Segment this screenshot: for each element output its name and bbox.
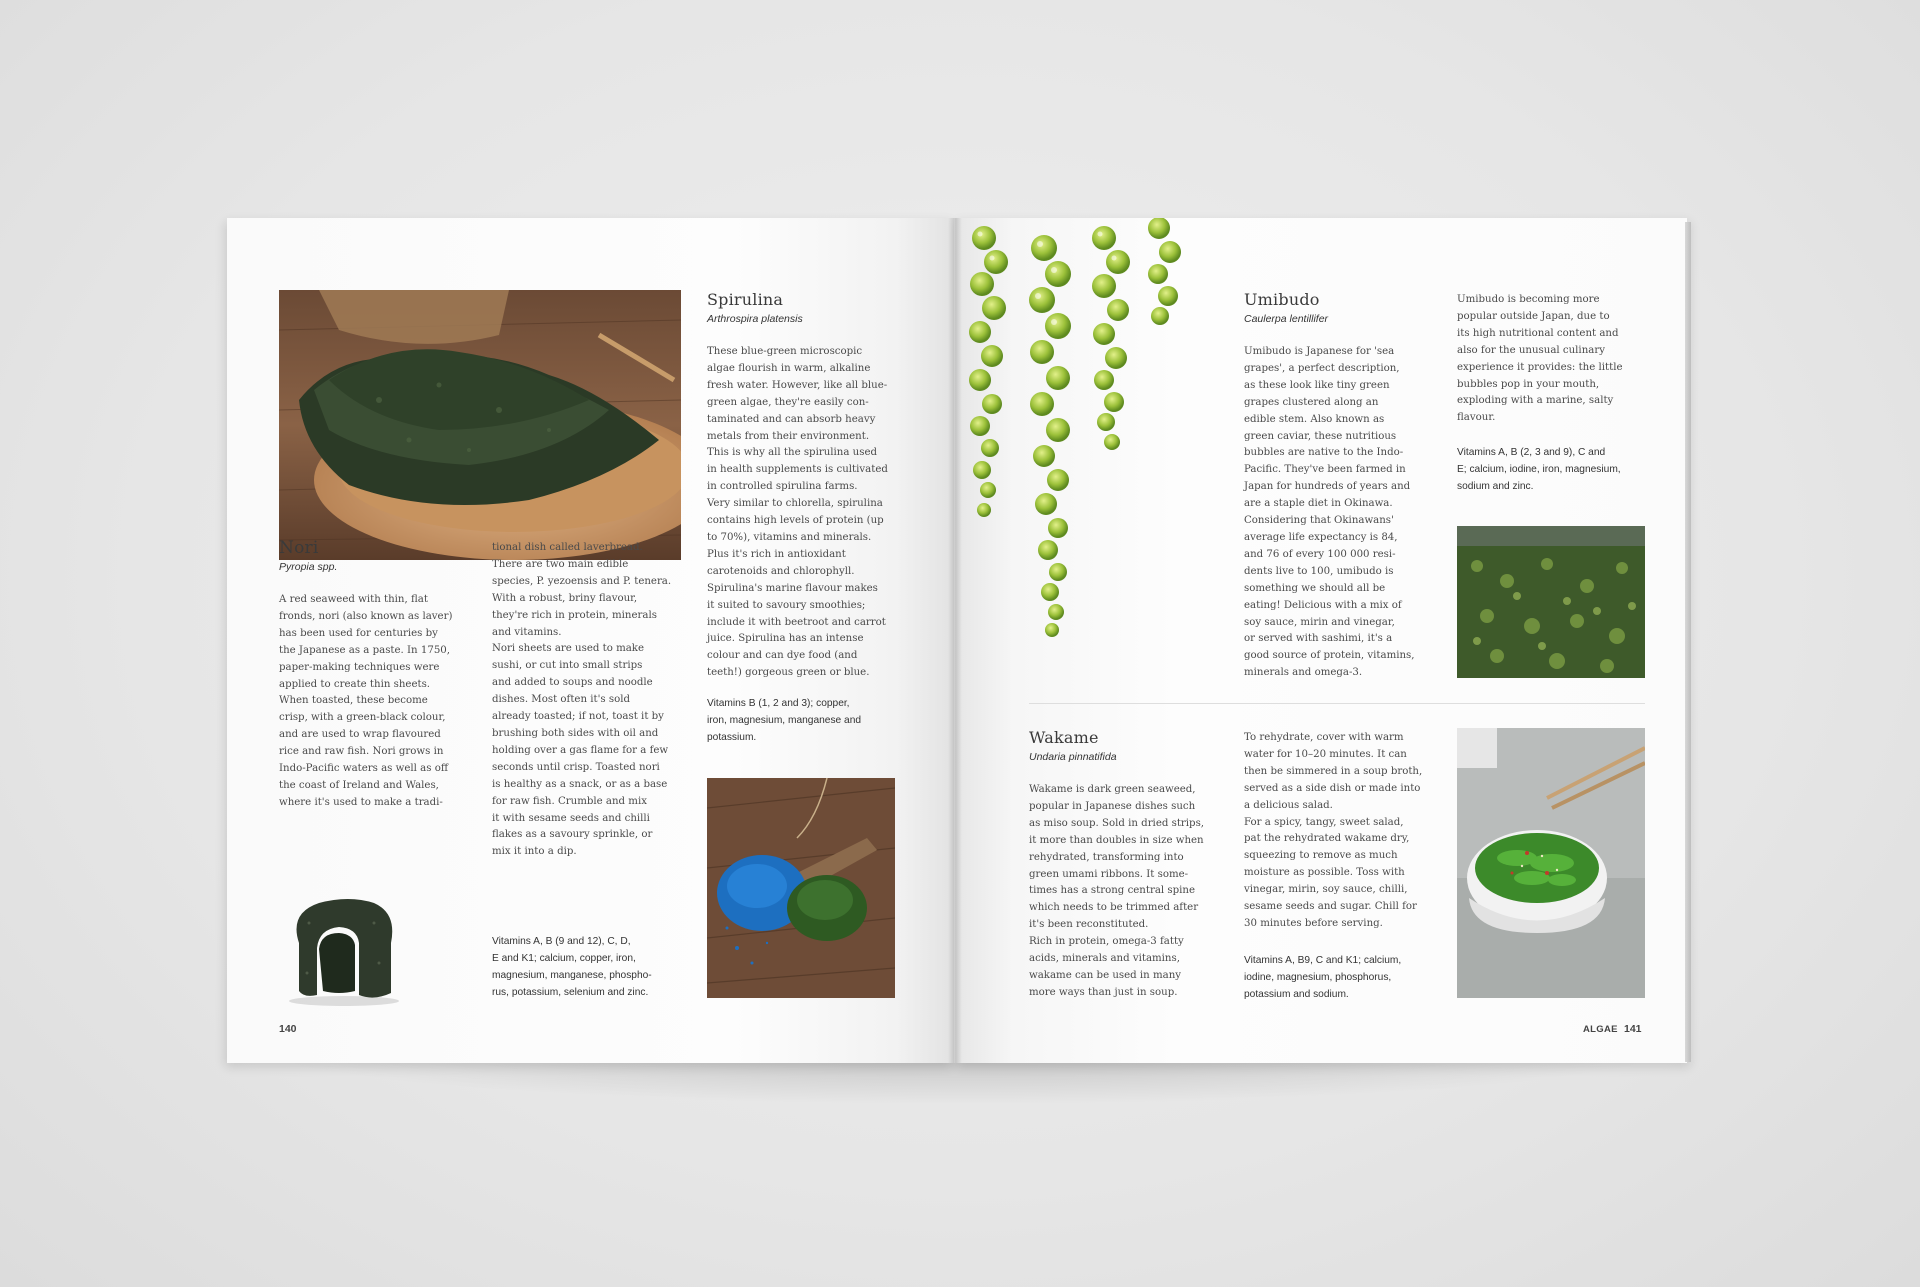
nori-latin: Pyropia spp. [279,561,338,573]
wakame-body-column-2: To rehydrate, cover with warm water for 10–20 minutes. It can then be simmered in a soup broth, served as a side dish or made into a delicious salad. For a spicy, tangy, sweet salad, pat the rehydrated wakame dry, squeezing to remove as much moisture as possible. Toss with vinegar, mirin, soy sauce, chilli, sesame seeds and sugar. Chill for 30 minutes before serving. [1244,732,1423,929]
right-page [954,218,1687,1063]
spirulina-latin: Arthrospira platensis [707,313,803,325]
nori-vitamins: Vitamins A, B (9 and 12), C, D, E and K1; calcium, copper, iron, magnesium, manganese, phospho- rus, potassium, selenium and zinc. [492,936,652,998]
spirulina-title: Spirulina [707,290,784,309]
nori-curl-photo [279,883,419,1008]
umibudo-vitamins: Vitamins A, B (2, 3 and 9), C and E; calcium, iodine, iron, magnesium, sodium and zinc. [1457,447,1621,492]
umibudo-latin: Caulerpa lentillifer [1244,313,1329,325]
nori-plate-photo [279,290,681,560]
page-block-edge [1685,222,1691,1062]
spirulina-powder-photo [707,778,895,998]
wakame-title: Wakame [1029,728,1099,747]
wakame-body-column-1: Wakame is dark green seaweed, popular in Japanese dishes such as miso soup. Sold in dried strips, it more than doubles in size when rehydrated, transforming into green umami ribbons. It some- times has a strong central spine which needs to be trimmed after it's been reconstituted. Rich in protein, omega-3 fatty acids, minerals and vitamins, wakame can be used in many more ways than just in soup. [1029,784,1205,998]
page-number-left: 140 [279,1023,297,1035]
book-spine-gutter [948,218,962,1063]
nori-title: Nori [279,538,319,558]
wakame-vitamins: Vitamins A, B9, C and K1; calcium, iodine, magnesium, phosphorus, potassium and sodium. [1244,955,1402,1000]
wakame-latin: Undaria pinnatifida [1029,751,1117,763]
umibudo-title: Umibudo [1244,290,1320,309]
spirulina-vitamins: Vitamins B (1, 2 and 3); copper, iron, magnesium, manganese and potassium. [707,698,862,743]
section-divider [1029,703,1645,704]
page-number-right: 141 [1624,1023,1642,1035]
sea-grapes-photo [954,218,1199,678]
nori-body-column-1: A red seaweed with thin, flat fronds, nori (also known as laver) has been used for centuries by the Japanese as a paste. In 1750, paper-making techniques were applied to create thin sheets. When toasted, these become crisp, with a green-black colour, and are used to wrap flavoured rice and raw fish. Nori grows in Indo-Pacific waters as well as off the coast of Ireland and Wales, where it's used to make a tradi- [279,594,453,808]
section-label: ALGAE [1583,1024,1618,1035]
nori-body-column-2: tional dish called laverbread. There are two main edible species, P. yezoensis and P. tenera. With a robust, briny flavour, they're rich in protein, minerals and vitamins. Nori sheets are used to make sushi, or cut into small strips and added to soups and noodle dishes. Most often it's sold already toasted; if not, toast it by brushing both sides with oil and holding over a gas flame for a few seconds until crisp. Toasted nori is healthy as a snack, or as a base for raw fish. Crumble and mix it with sesame seeds and chilli flakes as a savoury sprinkle, or mix it into a dip. [492,542,672,858]
umibudo-farm-photo [1457,526,1645,678]
umibudo-body-column-1: Umibudo is Japanese for 'sea grapes', a perfect description, as these look like tiny green grapes clustered along an edible stem. Also known as green caviar, these nutritious bubbles are native to the Indo- Pacific. They've been farmed in Japan for hundreds of years and are a staple diet in Okinawa. Considering that Okinawans' average life expectancy is 84, and 76 of every 100 000 resi- dents live to 100, umibudo is something we should all be eating! Delicious with a mix of soy sauce, mirin and vinegar, or served with sashimi, it's a good source of protein, vitamins, minerals and omega-3. [1244,346,1415,679]
left-page [227,218,954,1063]
spirulina-body: These blue-green microscopic algae flourish in warm, alkaline fresh water. However, like all blue- green algae, they're easily con- taminated and can absorb heavy metals from their environment. This is why all the spirulina used in health supplements is cultivated in controlled spirulina farms. Very similar to chlorella, spirulina contains high levels of protein (up to 70%), vitamins and minerals. Plus it's rich in antioxidant carotenoids and chlorophyll. Spirulina's marine flavour makes it suited to savoury smoothies; include it with beetroot and carrot juice. Spirulina has an intense colour and can dye food (and teeth!) gorgeous green or blue. [707,346,888,679]
umibudo-body-column-2: Umibudo is becoming more popular outside Japan, due to its high nutritional content and also for the unusual culinary experience it provides: the little bubbles pop in your mouth, exploding with a marine, salty flavour. [1457,294,1623,424]
wakame-salad-photo [1457,728,1645,998]
